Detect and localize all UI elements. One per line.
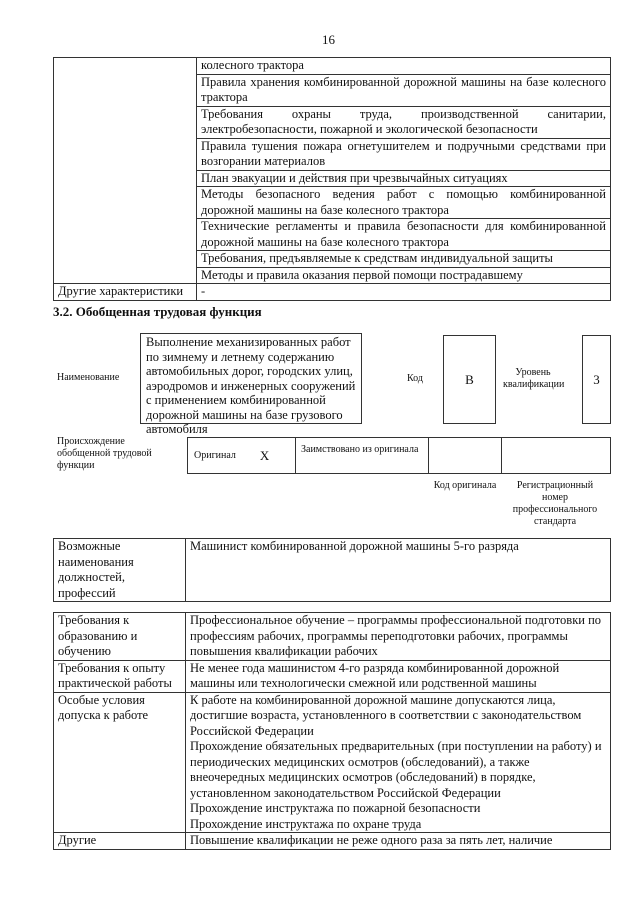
name-value: Выполнение механизированных работ по зимнему и летнему содержанию автомобильных дорог, городских улиц, аэродромов и инженерных сооружений с применением комбинированной дорожной машины на базе грузового автомобиля (140, 333, 362, 424)
table-row: Технические регламенты и правила безопасности для комбинированной дорожной машины на базе колесного трактора (197, 219, 611, 251)
requirements-table (53, 612, 611, 850)
borrowed-label: Заимствовано из оригинала (296, 438, 429, 473)
positions-table (53, 538, 611, 602)
requirement-label: Другие (54, 833, 186, 850)
table-row: Методы безопасного ведения работ с помощью комбинированной дорожной машины на базе колесного трактора (197, 187, 611, 219)
table-row: План эвакуации и действия при чрезвычайных ситуациях (197, 170, 611, 187)
table-row: Правила хранения комбинированной дорожной машины на базе колесного трактора (197, 74, 611, 106)
requirement-value: Профессиональное обучение – программы профессиональной подготовки по профессиям рабочих, программы переподготовки рабочих, программы повышения квалификации рабочих (186, 613, 611, 661)
empty-cell (54, 58, 197, 284)
condition-item: К работе на комбинированной дорожной машине допускаются лица, достигшие возраста, установленного в соответствии с законодательством Российской Федерации (190, 692, 582, 738)
orig-code-label: Код оригинала (433, 480, 497, 491)
reg-number-label: Регистрационный номер профессионального стандарта (512, 480, 598, 527)
condition-item: Прохождение инструктажа по охране труда (190, 816, 422, 831)
positions-value: Машинист комбинированной дорожной машины 5-го разряда (186, 539, 611, 602)
table-row: Правила тушения пожара огнетушителем и подручными средствами при возгорании материалов (197, 138, 611, 170)
table-row: Методы и правила оказания первой помощи пострадавшему (197, 267, 611, 284)
page-number: 16 (322, 32, 335, 47)
code-label: Код (407, 373, 423, 384)
original-cell (188, 438, 296, 473)
level-value: 3 (582, 335, 611, 424)
requirement-value (186, 692, 611, 833)
condition-item: Прохождение инструктажа по пожарной безопасности (190, 801, 481, 815)
knowledge-table (53, 57, 611, 301)
other-label: Другие характеристики (54, 284, 197, 301)
origin-row (187, 437, 611, 474)
code-value: В (443, 335, 496, 424)
table-row: Требования охраны труда, производственной санитарии, электробезопасности, пожарной и экологической безопасности (197, 106, 611, 138)
orig-code-cell (429, 438, 502, 473)
requirement-value: Не менее года машинистом 4-го разряда комбинированной дорожной машины или технологически смежной или родственной машины (186, 660, 611, 692)
condition-item: Прохождение обязательных предварительных (при поступлении на работу) и периодических медицинских осмотров (обследований), а также внеочередных медицинских осмотров (обследований) в порядке, установленном законодательством Российской Федерации (190, 739, 602, 800)
original-label: Оригинал (194, 449, 236, 461)
level-label: Уровень квалификации (503, 367, 565, 390)
original-mark: X (259, 447, 270, 463)
requirement-label: Требования к образованию и обучению (54, 613, 186, 661)
requirement-value: Повышение квалификации не реже одного раза за пять лет, наличие (186, 833, 611, 850)
requirement-label: Требования к опыту практической работы (54, 660, 186, 692)
table-row: Требования, предъявляемые к средствам индивидуальной защиты (197, 251, 611, 268)
section-title: 3.2. Обобщенная трудовая функция (53, 304, 262, 319)
reg-number-cell (502, 438, 610, 473)
origin-label: Происхождение обобщенной трудовой функции (57, 436, 152, 471)
table-row: колесного трактора (197, 58, 611, 75)
requirement-label: Особые условия допуска к работе (54, 692, 186, 833)
other-value: - (197, 284, 611, 301)
positions-label: Возможные наименования должностей, профессий (54, 539, 186, 602)
name-label: Наименование (57, 372, 120, 383)
